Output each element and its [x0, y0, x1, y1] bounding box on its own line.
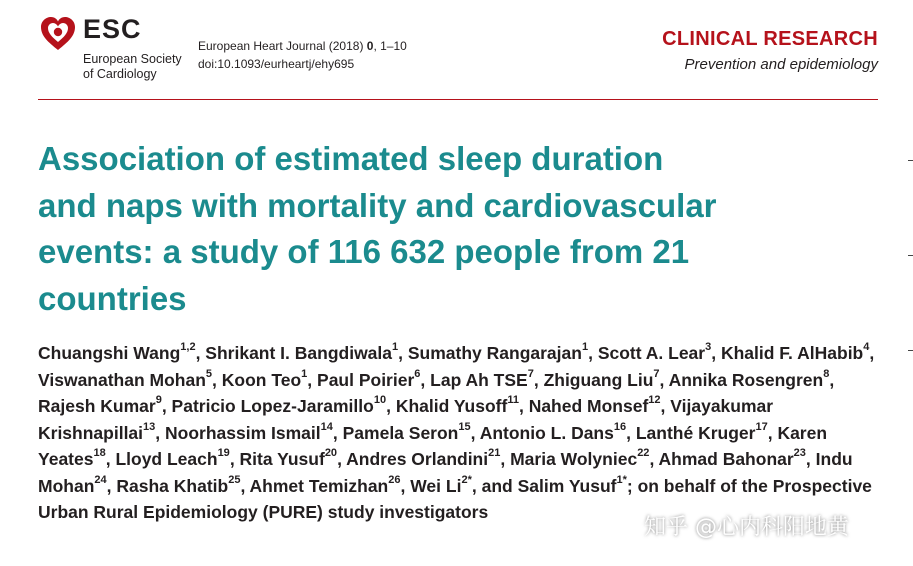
section-title: CLINICAL RESEARCH — [662, 28, 878, 50]
author-name: Sumathy Rangarajan — [407, 343, 582, 363]
author-name: Viswanathan Mohan — [38, 369, 206, 390]
author-name: Nahed Monsef — [528, 396, 649, 416]
author-affiliation: 23 — [793, 447, 806, 460]
author-affiliation: 17 — [755, 420, 768, 433]
author-name: Ahmad Bahonar — [658, 449, 794, 469]
author-name: Khalid F. AlHabib — [720, 343, 864, 363]
author-affiliation: 1 — [392, 341, 399, 354]
author-name: Annika Rosengren — [668, 369, 824, 390]
title-line: events: a study of 116 632 people from 21 — [38, 233, 690, 270]
author-affiliation: 1* — [616, 473, 627, 486]
author-affiliation: 8 — [823, 367, 830, 380]
author-affiliation: 25 — [228, 473, 241, 486]
author-name: Khalid Yusoff — [395, 396, 508, 416]
author-name: Paul Poirier — [317, 369, 415, 390]
watermark: 知乎 @心内科阳地黄 — [644, 515, 849, 540]
author-affiliation: 1 — [581, 341, 589, 354]
author-affiliation: 26 — [388, 473, 401, 486]
author-affiliation: 1,2 — [180, 341, 196, 354]
author-name: Lloyd Leach — [115, 449, 218, 469]
author-name: Noorhassim Ismail — [165, 422, 321, 443]
author-name: Maria Wolyniec — [510, 449, 638, 469]
author-affiliation: 16 — [613, 420, 627, 433]
doi: doi:10.1093/eurheartj/ehy695 — [198, 57, 355, 71]
author-name: Koon Teo — [221, 369, 302, 390]
author-affiliation: 5 — [205, 367, 213, 380]
author-name: Rajesh Kumar — [38, 396, 156, 416]
author-name: Rita Yusuf — [239, 449, 325, 469]
author-name: Antonio L. Dans — [479, 422, 614, 443]
header-divider — [38, 99, 878, 100]
author-affiliation: 1 — [301, 367, 308, 380]
section-subtitle: Prevention and epidemiology — [684, 56, 878, 73]
author-name: Vijayakumar Krishnapillai — [38, 396, 774, 443]
author-name: Pamela Seron — [342, 422, 459, 443]
author-affiliation: 18 — [93, 447, 106, 460]
author-name: Salim Yusuf — [517, 475, 617, 496]
author-name: Indu Mohan — [38, 449, 853, 496]
author-affiliation: 3 — [705, 341, 712, 354]
author-affiliation: 15 — [458, 420, 471, 433]
author-affiliation: 7 — [527, 367, 534, 380]
title-line: countries — [38, 279, 187, 317]
author-affiliation: 10 — [373, 394, 387, 407]
author-name: Chuangshi Wang — [38, 343, 181, 363]
author-affiliation: 11 — [507, 394, 519, 407]
author-name: Scott A. Lear — [597, 343, 706, 363]
author-list: Chuangshi Wang$^{1,2}$, Shrikant I. Bangdiwala$^1$, Sumathy Rangarajan$^1$, Scott A. Lear$^3$, Khalid F. AlHabib$^4$, Viswanathan Mohan$^5$, Koon Teo$^1$, Paul Poirier$^6$, Lap Ah TSE$^7$, Zhiguang Liu$^7$, Annika Rosengren$^8$, Rajesh Kumar$^9$, Patricio Lopez-Jaramillo$^{10}$, Khalid Yusoff$^{11}$, Nahed Monsef$^{12}$, Vijayakumar Krishnapillai$^{13}$, Noorhassim Ismail$^{14}$, Pamela Seron$^{15}$, Antonio L. Dans$^{16}$, Lanthé Kruger$^{17}$, Karen Yeates$^{18}$, Lloyd Leach$^{19}$, Rita Yusuf$^{20}$, Andres Orlandini$^{21}$, Maria Wolyniec$^{22}$, Ahmad Bahonar$^{23}$, Indu Mohan$^{24}$, Rasha Khatib$^{25}$, Ahmet Temizhan$^{26}$, Wei $Li^{2*}$, and Salim Yusuf$^{1*}$; on behalf of the Prospective Urban Rural Epidemiology (PURE) study investigators — [38, 341, 875, 522]
author-affiliation: 9 — [155, 394, 162, 407]
author-affiliation: 6 — [414, 367, 421, 380]
author-name: Shrikant I. Bangdiwala — [205, 343, 393, 363]
author-affiliation: 13 — [143, 420, 156, 433]
author-affiliation: 12 — [648, 394, 661, 407]
journal-line: European Heart Journal (2018) 0, 1–10 — [198, 39, 407, 53]
title-line: and naps with mortality and cardiovascular — [38, 186, 717, 224]
author-name: Lap Ah TSE — [430, 369, 528, 390]
author-affiliation: 4 — [863, 341, 870, 354]
edge-tick — [908, 255, 913, 256]
author-name: Ahmet Temizhan — [249, 475, 389, 496]
author-affiliation: 7 — [653, 367, 660, 380]
author-affiliation: 2* — [461, 473, 472, 486]
author-name: Rasha Khatib — [116, 475, 229, 496]
esc-logo-subtitle: European Society of Cardiology — [83, 52, 182, 81]
author-affiliation: 19 — [217, 447, 230, 460]
title-line: Association of estimated sleep duration — [38, 140, 664, 177]
author-name: Andres Orlandini — [346, 449, 489, 469]
author-affiliation: 14 — [320, 420, 333, 433]
edge-tick — [908, 350, 913, 351]
esc-heart-logo — [38, 14, 78, 54]
journal-citation — [198, 37, 407, 73]
author-name: Patricio Lopez-Jaramillo — [171, 396, 374, 416]
author-name: Karen Yeates — [38, 422, 828, 469]
author-list-suffix: ; on behalf of the Prospective Urban Rural Epidemiology (PURE) study investigators — [38, 475, 872, 522]
author-name: Wei Li — [410, 475, 462, 496]
author-name: Zhiguang Liu — [543, 369, 654, 390]
author-name: Lanthé Kruger — [635, 422, 756, 443]
author-affiliation: 24 — [94, 473, 107, 486]
author-affiliation: 22 — [637, 447, 650, 460]
article-title — [38, 136, 838, 322]
author-affiliation: 21 — [488, 447, 501, 460]
esc-logo-text: ESC — [83, 14, 142, 44]
author-affiliation: 20 — [324, 447, 338, 460]
article-section — [662, 28, 878, 73]
edge-tick — [908, 160, 913, 161]
